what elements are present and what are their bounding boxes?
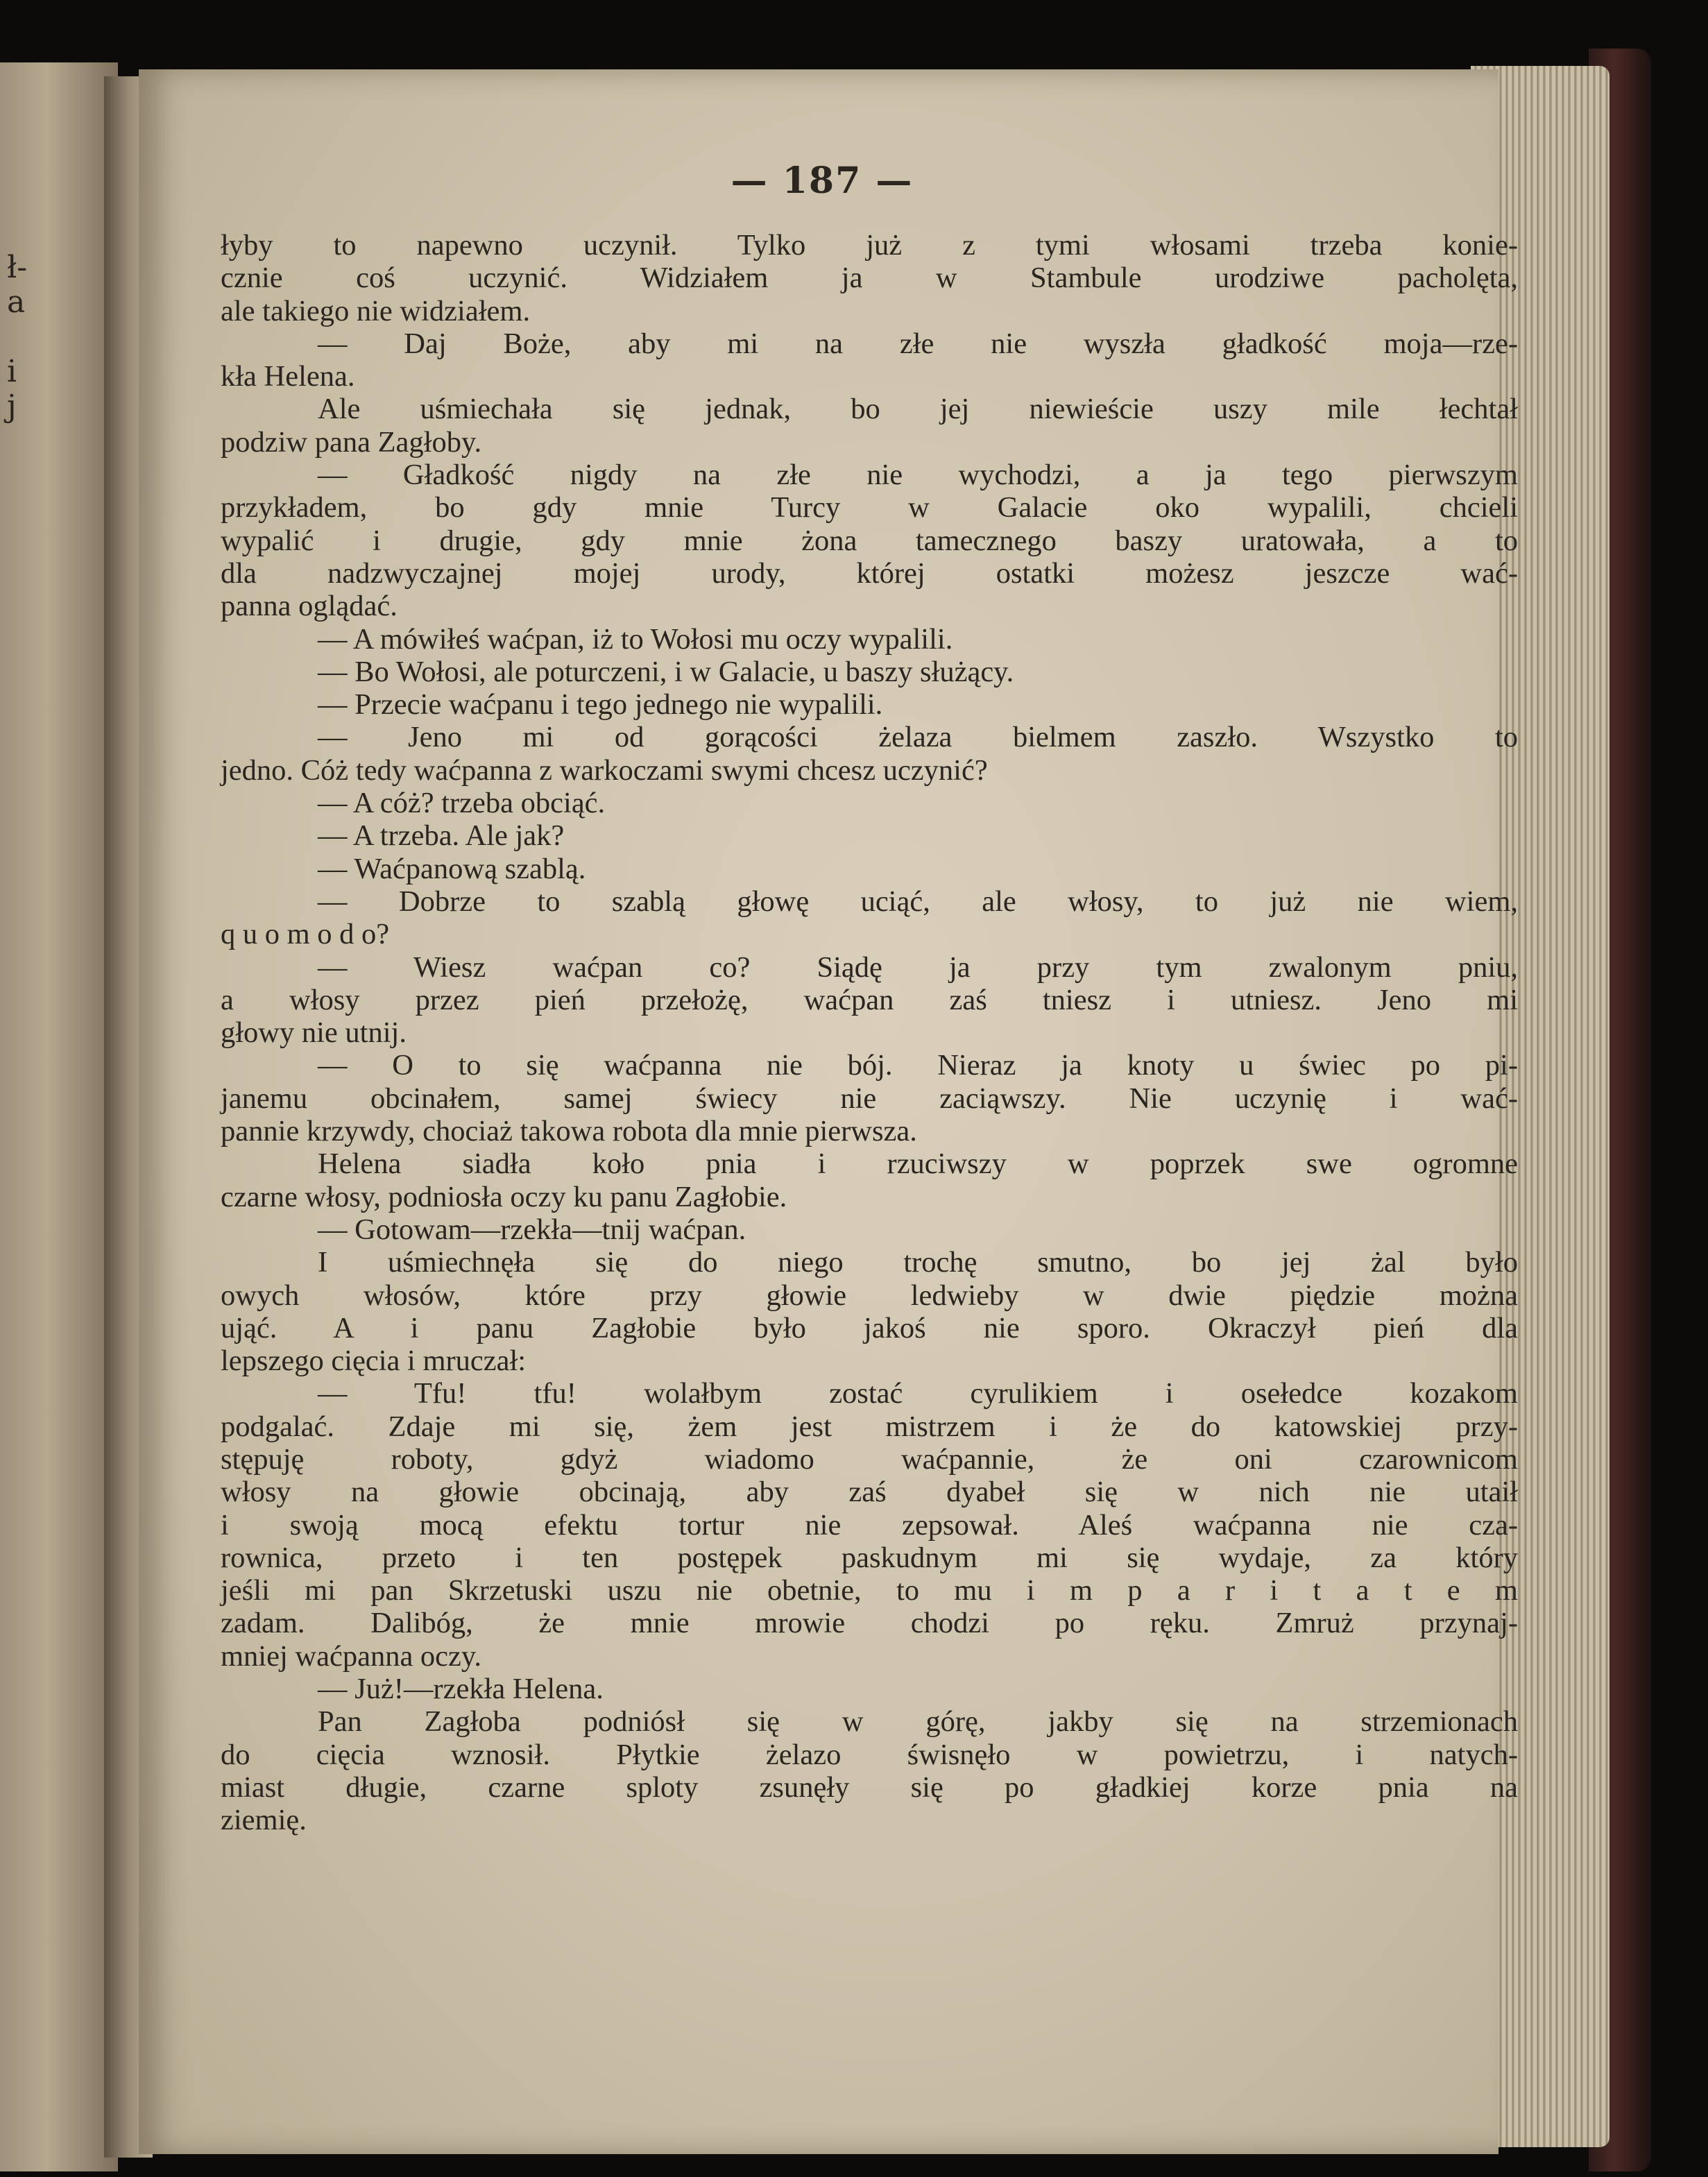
page-body-text <box>221 229 1518 1837</box>
text-line: — A mówiłeś waćpan, iż to Wołosi mu oczy wypalili. <box>318 622 953 656</box>
text-line: I uśmiechnęła się do niego trochę smutno, bo jej żal było <box>318 1246 1518 1279</box>
text-line: przykładem, bo gdy mnie Turcy w Galacie oko wypalili, chcieli <box>221 491 1518 524</box>
text-line: dla nadzwyczajnej mojej urody, której ostatki możesz jeszcze wać- <box>221 556 1518 590</box>
text-line: rownica, przeto i ten postępek paskudnym mi się wydaje, za który <box>221 1541 1518 1574</box>
previous-page-fragment: i <box>7 354 17 389</box>
text-line: stępuję roboty, gdyż wiadomo waćpannie, że oni czarownicom <box>221 1442 1518 1476</box>
text-line: kła Helena. <box>221 360 355 393</box>
text-line: miast długie, czarne sploty zsunęły się po gładkiej korze pnia na <box>221 1770 1518 1804</box>
text-line: owych włosów, które przy głowie ledwieby w dwie piędzie można <box>221 1279 1518 1312</box>
text-line: — Dobrze to szablą głowę uciąć, ale włosy, to już nie wiem, <box>318 885 1518 918</box>
text-line: — Przecie waćpanu i tego jednego nie wypalili. <box>318 688 883 722</box>
text-line: — Jeno mi od gorącości żelaza bielmem zaszło. Wszystko to <box>318 721 1518 754</box>
text-line: — Gładkość nigdy na złe nie wychodzi, a ja tego pierwszym <box>318 459 1518 492</box>
text-line: zadam. Dalibóg, że mnie mrowie chodzi po ręku. Zmruż przynaj- <box>221 1607 1518 1640</box>
text-line: mniej waćpanna oczy. <box>221 1639 482 1673</box>
text-line: — A trzeba. Ale jak? <box>318 819 565 853</box>
text-line: — A cóż? trzeba obciąć. <box>318 787 606 820</box>
text-line: janemu obcinałem, samej świecy nie zaciąwszy. Nie uczynię i wać- <box>221 1082 1518 1115</box>
text-line: panna oglądać. <box>221 590 398 623</box>
text-line: q u o m o d o? <box>221 918 390 951</box>
text-line: wypalić i drugie, gdy mnie żona tamecznego baszy uratowała, a to <box>221 524 1518 557</box>
text-line: — Już!—rzekła Helena. <box>318 1673 604 1706</box>
text-line: — Tfu! tfu! wolałbym zostać cyrulikiem i osełedce kozakom <box>318 1377 1518 1410</box>
text-line: a włosy przez pień przełożę, waćpan zaś tniesz i utniesz. Jeno mi <box>221 983 1518 1016</box>
text-line: pannie krzywdy, chociaż takowa robota dla mnie pierwsza. <box>221 1115 917 1148</box>
text-line: lepszego cięcia i mruczał: <box>221 1344 527 1378</box>
text-line: podgalać. Zdaje mi się, żem jest mistrzem i że do katowskiej przy- <box>221 1410 1518 1443</box>
text-line: cznie coś uczynić. Widziałem ja w Stambule urodziwe pacholęta, <box>221 262 1518 295</box>
text-line: ale takiego nie widziałem. <box>221 294 531 327</box>
text-line: łyby to napewno uczynił. Tylko już z tymi włosami trzeba konie- <box>221 229 1518 262</box>
text-line: i swoją mocą efektu tortur nie zepsował. Aleś waćpanna nie cza- <box>221 1508 1518 1542</box>
previous-page-fragment: ł- <box>7 250 28 285</box>
text-line: — Daj Boże, aby mi na złe nie wyszła gładkość moja—rze- <box>318 327 1518 360</box>
text-line: podziw pana Zagłoby. <box>221 425 482 459</box>
page-number: — 187 — <box>731 160 914 202</box>
text-line: głowy nie utnij. <box>221 1016 407 1050</box>
text-line: — Bo Wołosi, ale poturczeni, i w Galacie, u baszy służący. <box>318 655 1014 688</box>
text-line: włosy na głowie obcinają, aby zaś dyabeł się w nich nie utaił <box>221 1476 1518 1509</box>
previous-page-edge <box>0 62 118 2171</box>
text-line: ziemię. <box>221 1804 307 1837</box>
text-line: jeśli mi pan Skrzetuski uszu nie obetnie, to mu i m p a r i t a t e m <box>221 1574 1518 1607</box>
text-line: do cięcia wznosił. Płytkie żelazo świsnęło w powietrzu, i natych- <box>221 1738 1518 1771</box>
text-line: — Waćpanową szablą. <box>318 852 586 885</box>
text-line: ująć. A i panu Zagłobie było jakoś nie sporo. Okraczył pień dla <box>221 1311 1518 1344</box>
previous-page-fragment: j <box>7 389 17 424</box>
text-line: czarne włosy, podniosła oczy ku panu Zagłobie. <box>221 1180 787 1213</box>
previous-page-fragment: a <box>7 284 26 320</box>
text-line: — O to się waćpanna nie bój. Nieraz ja knoty u świec po pi- <box>318 1049 1518 1082</box>
text-line: jedno. Cóż tedy waćpanna z warkoczami swymi chcesz uczynić? <box>221 753 988 787</box>
text-line: Ale uśmiechała się jednak, bo jej niewieście uszy mile łechtał <box>318 393 1518 426</box>
book-page <box>139 69 1518 2154</box>
text-line: Helena siadła koło pnia i rzuciwszy w poprzek swe ogromne <box>318 1147 1518 1181</box>
text-line: — Gotowam—rzekła—tnij waćpan. <box>318 1213 746 1246</box>
text-line: Pan Zagłoba podniósł się w górę, jakby się na strzemionach <box>318 1705 1518 1739</box>
text-line: — Wiesz waćpan co? Siądę ja przy tym zwalonym pniu, <box>318 950 1518 984</box>
